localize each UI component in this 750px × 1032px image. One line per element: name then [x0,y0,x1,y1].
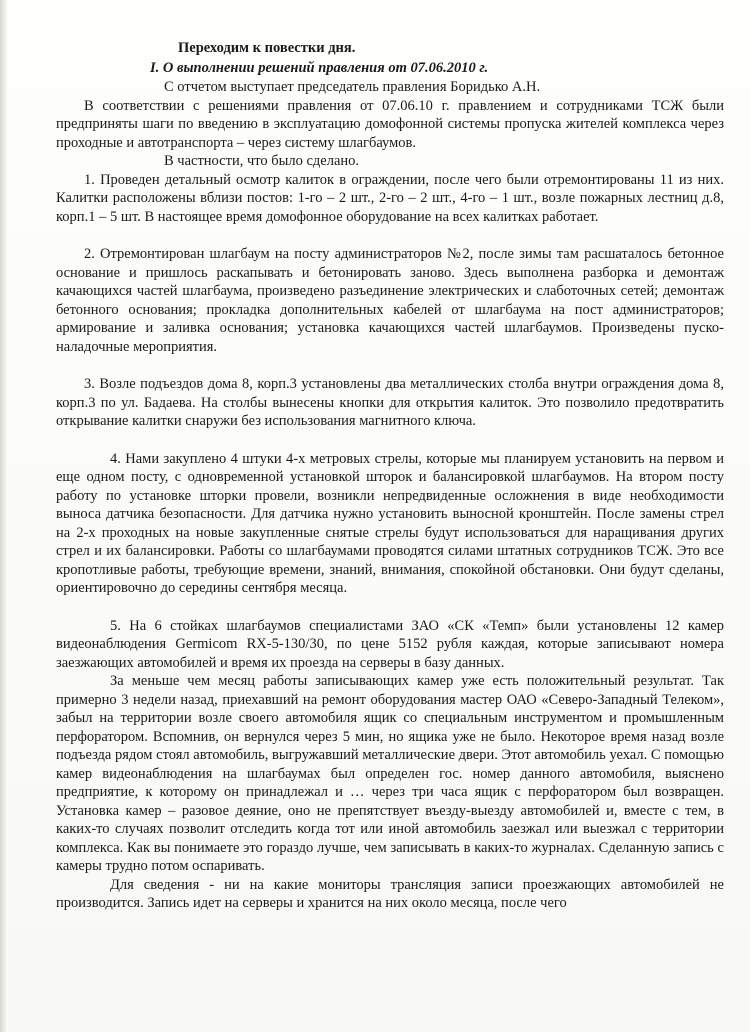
item-5-paragraph: 5. На 6 стойках шлагбаумов специалистами ЗАО «СК «Темп» были установлены 12 камер видеонаблюдения Germicom RX-5-130/30, по цене 5152 рубля каждая, которые записывают номера заезжающих автомобилей и время их проезда на серверы в базу данных. [56,617,724,671]
speaker-paragraph: С отчетом выступает председатель правления Боридько А.Н. [164,79,541,95]
item-4-paragraph: 4. Нами закуплено 4 штуки 4-х метровых стрелы, которые мы планируем установить на первом и еще одном посту, с одновременной установкой шторок и балансировкой шлагбаумов. На втором посту работу по установке шторки провели, возникли непредвиденные осложнения в виде необходимости выноса датчика безопасности. Для датчика нужно установить выносной кронштейн. После замены стрел на 2-х проходных на новые закупленные снятые стрелы будут использоваться для наращивания других стрел и их балансировки. Работы со шлагбаумами проводятся силами штатных сотрудников ТСЖ. Это все кропотливые работы, требующие времени, знаний, внимания, спокойной обстановки. Они будут сделаны, ориентировочно до середины сентября месяца. [56,450,724,596]
result-paragraph: За меньше чем месяц работы записывающих камер уже есть положительный результат. Так примерно 3 недели назад, приехавший на ремонт оборудования мастер ОАО «Северо-Западный Телеком», забыл на территории возле своего автомобиля ящик со специальным инструментом и промышленным перфоратором. Вспомнив, он вернулся через 5 мин, но ящика уже не было. Некоторое время назад возле подъезда рядом стоял автомобиль, выгружавший металлические двери. Этот автомобиль уехал. С помощью камер видеонаблюдения на шлагбаумах был определен гос. номер данного автомобиля, выяснено предприятие, к которому он принадлежал и … через три часа ящик с перфоратором был возвращен. Установка камер – разовое деяние, оно не препятствует въезду-выезду автомобилей и, вместе с тем, в каких-то случаях позволит отследить когда тот или иной автомобиль заезжал или выезжал с территории комплекса. Как вы понимаете это гораздо лучше, чем записывать в каких-то журналах. Сделанную запись с камеры трудно потом оспаривать. [56,673,724,874]
done-paragraph: В частности, что было сделано. [164,153,360,169]
spacer [110,356,724,375]
scan-edge-shadow [0,0,8,1032]
section-title: I. О выполнении решений правления от 07.06.2010 г. [150,60,489,76]
info-paragraph: Для сведения - ни на какие мониторы трансляция записи проезжающих автомобилей не производится. Запись идет на серверы и хранится на них около месяца, после чего [56,876,724,911]
intro-paragraph: В соответствии с решениями правления от 07.06.10 г. правлением и сотрудниками ТСЖ были предприняты шаги по введению в эксплуатацию домофонной системы пропуска жителей комплекса через проходные и автотранспорта – через систему шлагбаумов. [56,97,724,151]
item-1-paragraph: 1. Проведен детальный осмотр калиток в ограждении, после чего были отремонтированы 11 из них. Калитки расположены вблизи постов: 1-го – 2 шт., 2-го – 2 шт., 4-го – 1 шт., возле пожарных лестниц д.8, корп.1 – 5 шт. В настоящее время домофонное оборудование на всех калитках работает. [56,171,724,225]
spacer [110,226,724,245]
agenda-heading: Переходим к повестки дня. [178,40,356,56]
item-3-paragraph: 3. Возле подъездов дома 8, корп.3 установлены два металлических столба внутри ограждения дома 8, корп.3 по ул. Бадаева. На столбы вынесены кнопки для открытия калиток. Это позволило предотвратить открывание калитки снаружи без использования магнитного ключа. [56,376,724,429]
spacer [110,598,724,617]
item-2-paragraph: 2. Отремонтирован шлагбаум на посту администраторов №2, после зимы там расшаталось бетонное основание и пришлось раскапывать и бетонировать заново. Здесь выполнена разборка и демонтаж качающихся частей шлагбаума, произведено разъединение электрических и слаботочных сетей; демонтаж бетонного основания; прокладка дополнительных кабелей от шлагбаума на пост администраторов; армирование и заливка основания; установка качающихся частей шлагбаумов. Произведены пуско-наладочные мероприятия. [56,246,724,355]
spacer [110,431,724,450]
